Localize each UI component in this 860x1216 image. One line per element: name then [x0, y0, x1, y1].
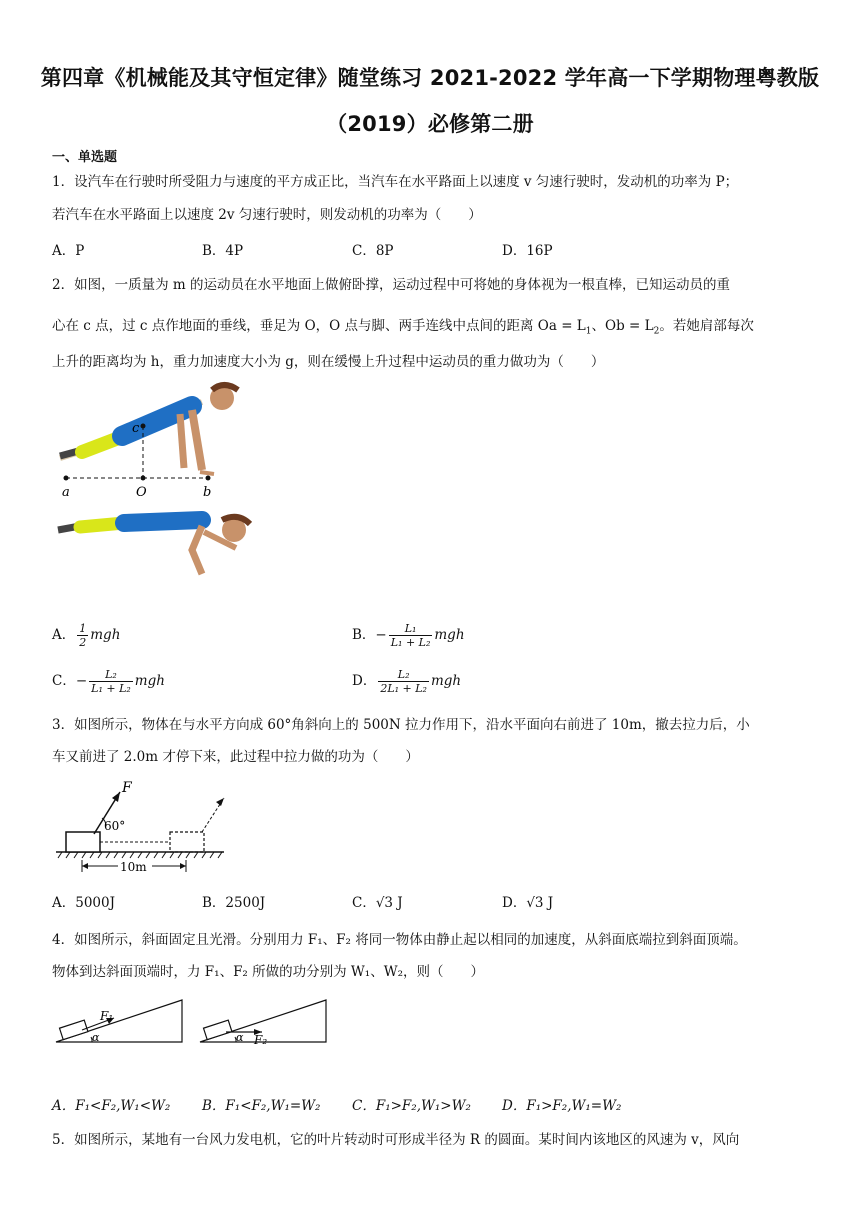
q2-option-d-denominator: 2L₁ + L₂ [380, 682, 427, 695]
q4-option-a: A．F₁<F₂,W₁<W₂ [52, 1098, 171, 1114]
incline-figure-1 [52, 994, 188, 1046]
q3-option-b: B．2500J [202, 895, 266, 911]
q2-option-d-label: D． [352, 673, 377, 689]
q2-option-c-denominator: L₁ + L₂ [91, 682, 131, 695]
q2-line-1: 2．如图，一质量为 m 的运动员在水平地面上做俯卧撑，运动过程中可将她的身体视为一根直棒，已知运动员的重 [52, 277, 730, 293]
q2-option-b-fraction [389, 622, 433, 649]
force-label: F [122, 780, 132, 796]
q2-option-b-sign: − [375, 627, 387, 643]
q2-option-c-tail: mgh [134, 673, 165, 689]
f1-label: F₁ [100, 1009, 114, 1023]
incline-figure-2 [196, 994, 332, 1046]
distance-label: 10m [120, 860, 147, 874]
q2-option-b [352, 622, 465, 649]
document-title-line-2: （2019）必修第二册 [326, 112, 534, 136]
q2-option-a-label: A． [52, 627, 76, 643]
q2-option-a-denominator: 2 [79, 636, 87, 649]
point-a-label: a [62, 485, 70, 500]
q2-option-b-tail: mgh [434, 627, 465, 643]
q1-option-d: D．16P [502, 243, 553, 259]
section-heading: 一、单选题 [52, 150, 118, 165]
q4-option-c: C．F₁>F₂,W₁>W₂ [352, 1098, 471, 1114]
q2-line-2-tail: 。若她肩部每次 [659, 318, 754, 334]
pushup-lower-pose [58, 517, 250, 574]
q1-option-b: B．4P [202, 243, 244, 259]
q2-option-d [352, 668, 461, 695]
point-c-label: c [132, 421, 140, 436]
q4-option-d: D．F₁>F₂,W₁=W₂ [502, 1098, 622, 1114]
q2-option-c-fraction [89, 668, 133, 695]
q4-line-2: 物体到达斜面顶端时，力 F₁、F₂ 所做的功分别为 W₁、W₂，则（ ） [52, 964, 485, 980]
document-title-line-1: 第四章《机械能及其守恒定律》随堂练习 2021-2022 学年高一下学期物理粤教版 [40, 66, 820, 90]
q4-line-1: 4．如图所示，斜面固定且光滑。分别用力 F₁、F₂ 将同一物体由静止起以相同的加速度，从斜面底端拉到斜面顶端。 [52, 932, 747, 948]
q3-line-1: 3．如图所示，物体在与水平方向成 60°角斜向上的 500N 拉力作用下，沿水平面向右前进了 10m，撤去拉力后，小 [52, 717, 750, 733]
q1-line-1: 1．设汽车在行驶时所受阻力与速度的平方成正比，当汽车在水平路面上以速度 v 匀速行驶时，发动机的功率为 P； [52, 174, 739, 190]
q2-line-3: 上升的距离均为 h，重力加速度大小为 g，则在缓慢上升过程中运动员的重力做功为（ ） [52, 354, 605, 370]
q2-subscript-2: 2 [653, 326, 660, 337]
q3-option-d: D．√3 J [502, 895, 554, 911]
q2-option-a-fraction [77, 622, 88, 649]
q2-option-a [52, 622, 120, 649]
block-start [66, 832, 100, 852]
f2-label: F₂ [254, 1033, 268, 1046]
q1-option-c: C．8P [352, 243, 394, 259]
pushup-figure [52, 380, 262, 580]
q2-option-c-sign: − [75, 673, 88, 689]
q2-option-c-label: C． [52, 673, 76, 689]
angle-label: 60° [104, 819, 126, 833]
point-o-label: O [136, 485, 147, 500]
q2-subscript-1: 1 [585, 326, 592, 337]
q2-option-c-numerator: L₂ [89, 668, 133, 682]
block-end [170, 832, 204, 852]
alpha-label-1: α [92, 1031, 100, 1044]
q2-line-2-text: 心在 c 点，过 c 点作地面的垂线，垂足为 O，O 点与脚、两手连线中点间的距离 Oa = L [52, 318, 586, 334]
q2-option-d-fraction [378, 668, 429, 695]
q2-line-2 [52, 316, 812, 342]
q3-option-a: A．5000J [52, 895, 116, 911]
q2-option-b-denominator: L₁ + L₂ [390, 636, 431, 649]
q2-option-a-tail: mgh [90, 627, 121, 643]
q4-option-b: B．F₁<F₂,W₁=W₂ [202, 1098, 321, 1114]
point-b-label: b [203, 485, 212, 500]
q2-line-2-mid: 、Ob = L [591, 318, 654, 334]
q2-option-d-numerator: L₂ [378, 668, 429, 682]
alpha-label-2: α [236, 1031, 244, 1044]
q2-option-a-numerator: 1 [79, 622, 87, 635]
force-block-figure [52, 780, 232, 876]
q3-option-c: C．√3 J [352, 895, 403, 911]
q3-line-2: 车又前进了 2.0m 才停下来，此过程中拉力做的功为（ ） [52, 749, 419, 765]
q2-option-b-label: B． [352, 627, 376, 643]
q2-option-d-tail: mgh [430, 673, 462, 689]
pushup-upper-pose [60, 385, 238, 474]
q2-option-b-numerator: L₁ [389, 622, 433, 636]
q5-line-1: 5．如图所示，某地有一台风力发电机，它的叶片转动时可形成半径为 R 的圆面。某时间内该地区的风速为 v，风向 [52, 1132, 740, 1148]
q1-line-2: 若汽车在水平路面上以速度 2v 匀速行驶时，则发动机的功率为（ ） [52, 207, 482, 223]
q1-option-a: A．P [52, 243, 85, 259]
q2-option-c [52, 668, 165, 695]
